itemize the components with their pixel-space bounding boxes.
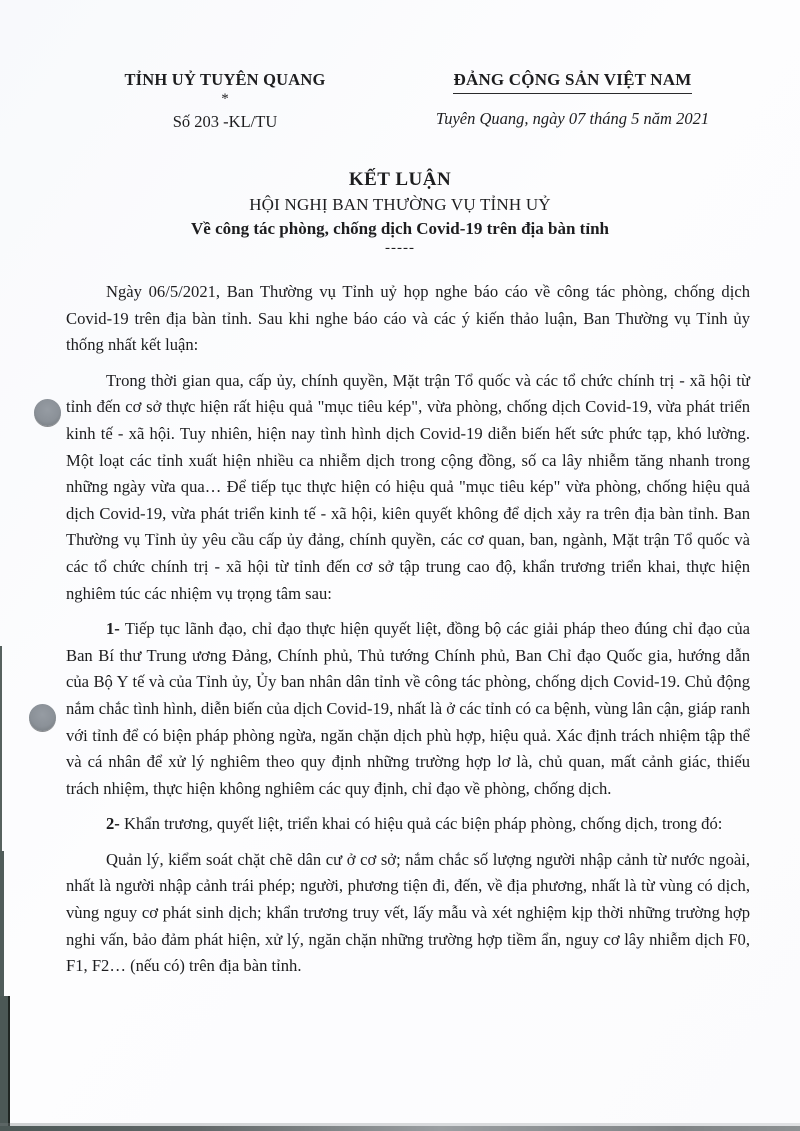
document-header [0, 0, 800, 132]
paragraph-text: Trong thời gian qua, cấp ủy, chính quyền, Mặt trận Tổ quốc và các tổ chức chính trị - xã hội từ tỉnh đến cơ sở thực hiện rất hiệu quả "mục tiêu kép", vừa phòng, chống dịch Covid-19, vừa phát triển kinh tế - xã hội. Tuy nhiên, hiện nay tình hình dịch Covid-19 diễn biến hết sức phức tạp, khó lường. Một loạt các tỉnh xuất hiện nhiều ca nhiễm dịch trong cộng đồng, số ca lây nhiễm tăng nhanh trong những ngày vừa qua… Để tiếp tục thực hiện có hiệu quả "mục tiêu kép" vừa phòng, chống hiệu quả dịch Covid-19, vừa phát triển kinh tế - xã hội, kiên quyết không để dịch xảy ra trên địa bàn tỉnh. Ban Thường vụ Tỉnh ủy yêu cầu cấp ủy đảng, chính quyền, các cơ quan, ban, ngành, Mặt trận Tổ quốc và các tổ chức chính trị - xã hội từ tỉnh đến cơ sở tập trung cao độ, khẩn trương triển khai, thực hiện nghiêm túc các nhiệm vụ trọng tâm sau: [66, 370, 750, 603]
document-number: Số 203 -KL/TU [172, 112, 278, 131]
hole-punch-top [34, 399, 61, 426]
paragraph [66, 279, 750, 359]
party-name: ĐẢNG CỘNG SẢN VIỆT NAM [453, 70, 691, 94]
place-date-line: Tuyên Quang, ngày 07 tháng 5 năm 2021 [435, 109, 710, 128]
paragraph [66, 847, 750, 980]
scan-edge-left-mid [0, 851, 4, 996]
issuing-org-name: TỈNH UỶ TUYÊN QUANG [124, 70, 326, 89]
scan-edge-bottom [0, 1126, 800, 1131]
document-subject: Về công tác phòng, chống dịch Covid-19 trên địa bàn tỉnh [191, 219, 609, 238]
scan-edge-left-wide [0, 996, 10, 1131]
document-title: KẾT LUẬN [348, 169, 452, 190]
org-star-separator: * [221, 91, 229, 107]
scan-edge-left-thin [0, 646, 2, 851]
title-divider: ----- [385, 240, 415, 256]
paragraph [66, 616, 750, 802]
paragraph-text: Tiếp tục lãnh đạo, chỉ đạo thực hiện quyết liệt, đồng bộ các giải pháp theo đúng chỉ đạo của Ban Bí thư Trung ương Đảng, Chính phủ, Thủ tướng Chính phủ, Ban Chỉ đạo Quốc gia, hướng dẫn của Bộ Y tế và của Tỉnh ủy, Ủy ban nhân dân tỉnh về công tác phòng, chống dịch Covid-19. Chủ động nắm chắc tình hình, diễn biến của dịch Covid-19, nhất là ở các tỉnh có ca bệnh, vùng lân cận, giáp ranh với tỉnh để có biện pháp phòng ngừa, ngăn chặn dịch phù hợp, hiệu quả. Xác định trách nhiệm tập thể và cá nhân để xử lý nghiêm theo quy định những trường hợp lơ là, chủ quan, mất cảnh giác, thiếu trách nhiệm, thực hiện không nghiêm các quy định, chỉ đạo về phòng, chống dịch. [66, 619, 750, 798]
national-header-block [390, 70, 755, 132]
paragraph-text: Quản lý, kiểm soát chặt chẽ dân cư ở cơ sở; nắm chắc số lượng người nhập cảnh từ nước ngoài, nhất là người nhập cảnh trái phép; người, phương tiện đi, đến, về địa phương, nhất là từ vùng có dịch, vùng nguy cơ phát sinh dịch; khẩn trương truy vết, lấy mẫu và xét nghiệm kịp thời những trường hợp nghi vấn, bảo đảm phát hiện, xử lý, ngăn chặn những trường hợp tiềm ẩn, nguy cơ lây nhiễm dịch F0, F1, F2… (nếu có) trên địa bàn tỉnh. [66, 849, 750, 976]
document-body [66, 279, 750, 980]
paragraph-text: Ngày 06/5/2021, Ban Thường vụ Tỉnh uỷ họp nghe báo cáo về công tác phòng, chống dịch Covid-19 trên địa bàn tỉnh. Sau khi nghe báo cáo và các ý kiến thảo luận, Ban Thường vụ Tỉnh ủy thống nhất kết luận: [66, 282, 750, 355]
hole-punch-bottom [29, 704, 56, 731]
paragraph [66, 811, 750, 838]
title-block [0, 169, 800, 255]
paragraph [66, 368, 750, 607]
document-subtitle: HỘI NGHỊ BAN THƯỜNG VỤ TỈNH UỶ [249, 195, 551, 214]
issuing-org-block [60, 70, 390, 132]
paragraph-lead: 2- [106, 814, 124, 834]
paragraph-lead: 1- [106, 619, 125, 639]
paragraph-text: Khẩn trương, quyết liệt, triển khai có hiệu quả các biện pháp phòng, chống dịch, trong đó: [123, 814, 723, 834]
